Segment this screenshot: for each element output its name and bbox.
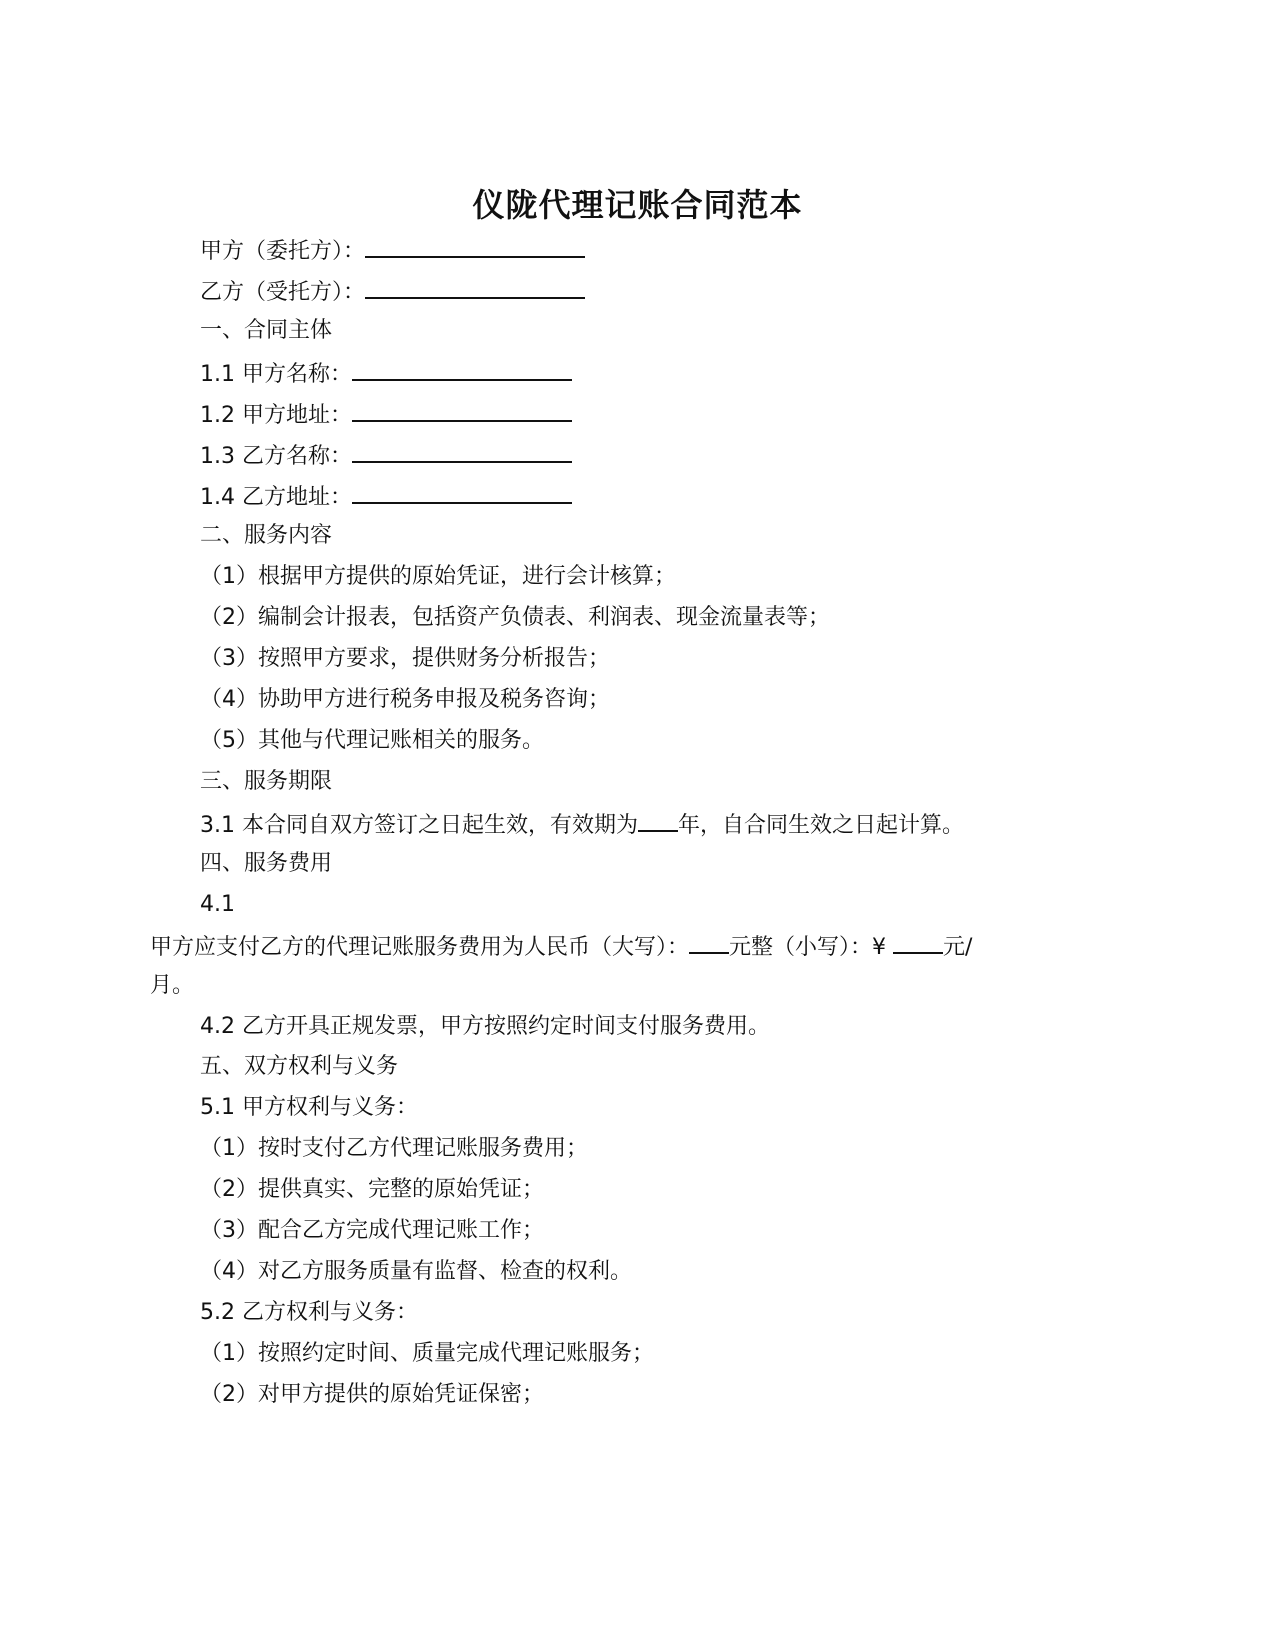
- party-a-blank: [365, 234, 585, 258]
- party-a-line: [200, 234, 585, 267]
- clause-1-2: [200, 398, 572, 431]
- clause-4-1-number: 4.1: [200, 892, 235, 917]
- section-2-heading: 二、服务内容: [200, 523, 333, 548]
- party-b-label: 乙方（受托方）：: [200, 280, 366, 305]
- clause-label: 1.1 甲方名称：: [200, 362, 352, 387]
- clause-label: 1.3 乙方名称：: [200, 444, 352, 469]
- party-a-label: 甲方（委托方）：: [200, 239, 366, 264]
- party-b-blank: [365, 275, 585, 299]
- list-item: （2）编制会计报表，包括资产负债表、利润表、现金流量表等；: [200, 605, 830, 630]
- clause-5-1-heading: 5.1 甲方权利与义务：: [200, 1095, 418, 1120]
- list-item: （4）对乙方服务质量有监督、检查的权利。: [200, 1259, 632, 1284]
- list-item: （4）协助甲方进行税务申报及税务咨询；: [200, 687, 610, 712]
- list-item: （1）按照约定时间、质量完成代理记账服务；: [200, 1341, 654, 1366]
- section-5-heading: 五、双方权利与义务: [200, 1054, 399, 1079]
- amount-lower-blank: [893, 930, 943, 954]
- list-item: （1）根据甲方提供的原始凭证，进行会计核算；: [200, 564, 676, 589]
- clause-text: 年，自合同生效之日起计算。: [677, 813, 964, 838]
- clause-1-4: [200, 480, 572, 513]
- list-item: （3）配合乙方完成代理记账工作；: [200, 1218, 544, 1243]
- clause-4-1-text: [150, 930, 972, 963]
- clause-text: 元/: [943, 935, 973, 960]
- clause-label: 1.2 甲方地址：: [200, 403, 352, 428]
- document-title: 仪陇代理记账合同范本: [472, 186, 803, 224]
- clause-3-1: [200, 808, 964, 841]
- party-b-line: [200, 275, 585, 308]
- clause-4-2: 4.2 乙方开具正规发票，甲方按照约定时间支付服务费用。: [200, 1014, 770, 1039]
- section-1-heading: 一、合同主体: [200, 318, 333, 343]
- clause-text: 甲方应支付乙方的代理记账服务费用为人民币（大写）：: [150, 935, 690, 960]
- section-3-heading: 三、服务期限: [200, 769, 333, 794]
- list-item: （5）其他与代理记账相关的服务。: [200, 728, 544, 753]
- clause-text: 3.1 本合同自双方签订之日起生效，有效期为: [200, 813, 638, 838]
- clause-label: 1.4 乙方地址：: [200, 485, 352, 510]
- list-item: （2）提供真实、完整的原始凭证；: [200, 1177, 544, 1202]
- fill-blank: [352, 480, 572, 504]
- fill-blank: [352, 357, 572, 381]
- amount-upper-blank: [689, 930, 729, 954]
- fill-blank: [352, 398, 572, 422]
- clause-4-1-cont: 月。: [150, 973, 195, 998]
- clause-5-2-heading: 5.2 乙方权利与义务：: [200, 1300, 418, 1325]
- list-item: （3）按照甲方要求，提供财务分析报告；: [200, 646, 610, 671]
- section-4-heading: 四、服务费用: [200, 851, 333, 876]
- clause-text: 元整（小写）：¥: [729, 935, 894, 960]
- fill-blank: [352, 439, 572, 463]
- years-blank: [638, 808, 678, 832]
- list-item: （2）对甲方提供的原始凭证保密；: [200, 1382, 544, 1407]
- list-item: （1）按时支付乙方代理记账服务费用；: [200, 1136, 588, 1161]
- clause-1-3: [200, 439, 572, 472]
- clause-1-1: [200, 357, 572, 390]
